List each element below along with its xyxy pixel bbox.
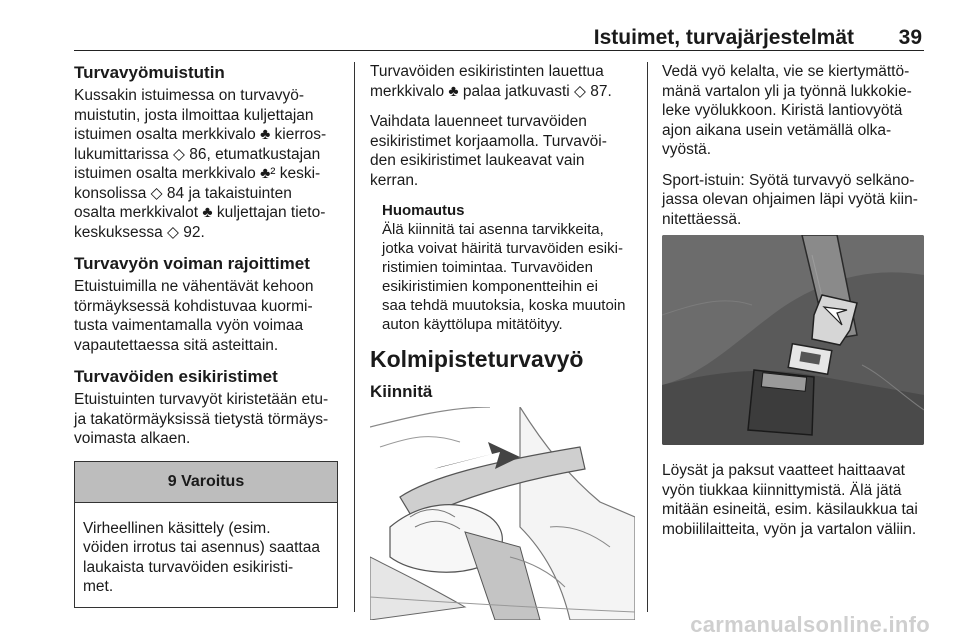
buckle-illustration-svg — [662, 235, 924, 445]
text-line: ristimien toimintaa. Turvavöiden — [382, 259, 593, 276]
text-line: Sport-istuin: Syötä turvavyö selkäno- — [662, 171, 915, 189]
text-line: mitään esineitä, esim. käsilaukkua tai — [662, 501, 918, 518]
text-line: tusta vaimentamalla vyön voimaa — [74, 317, 304, 334]
text-line: vyöstä. — [662, 141, 712, 158]
text-line: Etuistuinten turvavyöt kiristetään etu- — [74, 391, 329, 408]
heading-pretensioners: Turvavöiden esikiristimet — [74, 367, 278, 386]
text-line: vyön tiukkaa kiinnittymistä. Älä jätä — [662, 481, 902, 499]
watermark: carmanualsonline.info — [690, 612, 930, 637]
text-line: mänä vartalon yli ja työnnä lukkokie- — [662, 82, 912, 100]
text-line: muistutin, josta ilmoittaa kuljettajan — [74, 106, 314, 124]
text-line: ja takatörmäyksissä tietystä törmäys- — [74, 410, 329, 428]
warning-box — [74, 461, 338, 608]
header-title: Istuimet, turvajärjestelmät — [593, 26, 854, 49]
illustration-buckle — [662, 235, 924, 445]
text-line: istuimen osalta merkkivalo ♣ kierros- — [74, 126, 327, 143]
text-line: istuimen osalta merkkivalo ♣² keski- — [74, 165, 321, 182]
text-line: Löysät ja paksut vaatteet haittaavat — [662, 462, 905, 479]
text-line: jotka voivat häiritä turvavöiden esiki- — [382, 240, 623, 257]
text-line: saa tehdä muutoksia, koska muutoin — [382, 297, 626, 314]
column-divider-2 — [647, 62, 648, 612]
text-line: keskuksessa ◇ 92. — [74, 223, 205, 241]
paragraph-pretensioners — [74, 390, 342, 449]
text-line: nitettäessä. — [662, 210, 742, 228]
text-line: laukaista turvavöiden esikiristi- — [83, 558, 294, 576]
note-title: Huomautus — [382, 202, 465, 219]
text-line: vapautettaessa sitä asteittain. — [74, 336, 279, 354]
text-line: kerran. — [370, 171, 419, 189]
text-line: voimasta alkaen. — [74, 430, 191, 447]
text-line: Turvavöiden esikiristinten lauettua — [370, 63, 604, 80]
illustration-fastening-belt — [370, 407, 635, 620]
text-line: konsolissa ◇ 84 ja takaistuinten — [74, 184, 292, 202]
paragraph-seatbelt-reminder — [74, 86, 342, 242]
text-line: osalta merkkivalot ♣ kuljettajan tieto- — [74, 204, 326, 221]
text-line: ajon aikana usein vetämällä olka- — [662, 121, 892, 139]
note-box — [370, 201, 638, 334]
text-line: törmäyksessä kohdistuvaa kuormi- — [74, 297, 313, 315]
text-line: met. — [83, 578, 114, 595]
text-line: esikiristimet korjaamolla. Turvavöi- — [370, 132, 607, 150]
column-3 — [662, 62, 930, 550]
note-text — [382, 220, 638, 334]
text-line: leke vyölukkoon. Kiristä lantiovyötä — [662, 102, 903, 119]
paragraph-sport-seat — [662, 171, 930, 230]
text-line: Älä kiinnitä tai asenna tarvikkeita, — [382, 221, 604, 238]
text-line: vöiden irrotus tai asennus) saattaa — [83, 539, 320, 556]
text-line: Vaihdata lauenneet turvavöiden — [370, 113, 587, 130]
paragraph-replace-pretensioners — [370, 112, 638, 190]
heading-three-point-belt: Kolmipisteturvavyö — [370, 346, 584, 372]
page-header — [74, 0, 924, 51]
column-2 — [370, 62, 638, 620]
text-line: Virheellinen käsittely (esim. — [83, 519, 271, 537]
text-line: Kussakin istuimessa on turvavyö- — [74, 87, 305, 104]
heading-seatbelt-reminder: Turvavyömuistutin — [74, 63, 225, 82]
text-line: esikiristimien komponentteihin ei — [382, 278, 598, 295]
text-line: Etuistuimilla ne vähentävät kehoon — [74, 278, 314, 295]
paragraph-pretensioner-light — [370, 62, 638, 101]
column-divider-1 — [354, 62, 355, 612]
heading-fasten: Kiinnitä — [370, 382, 433, 401]
text-line: auton käyttölupa mitätöityy. — [382, 316, 563, 333]
text-line: Vedä vyö kelalta, vie se kiertymättö- — [662, 63, 910, 80]
paragraph-force-limiters — [74, 277, 342, 355]
warning-header: 9 Varoitus — [75, 462, 337, 503]
text-line: lukumittarissa ◇ 86, etumatkustajan — [74, 145, 321, 163]
paragraph-loose-clothing — [662, 461, 930, 539]
text-line: merkkivalo ♣ palaa jatkuvasti ◇ 87. — [370, 82, 612, 100]
column-1 — [74, 62, 342, 608]
fastening-illustration-svg — [370, 407, 635, 620]
heading-force-limiters: Turvavyön voiman rajoittimet — [74, 254, 310, 273]
text-line: den esikiristimet laukeavat vain — [370, 152, 585, 169]
text-line: mobiililaitteita, vyön ja vartalon väliin. — [662, 520, 917, 538]
paragraph-pull-belt — [662, 62, 930, 160]
page-number: 39 — [898, 26, 922, 49]
text-line: jassa olevan ohjaimen läpi vyötä kiin- — [662, 191, 918, 208]
warning-body — [75, 503, 337, 607]
